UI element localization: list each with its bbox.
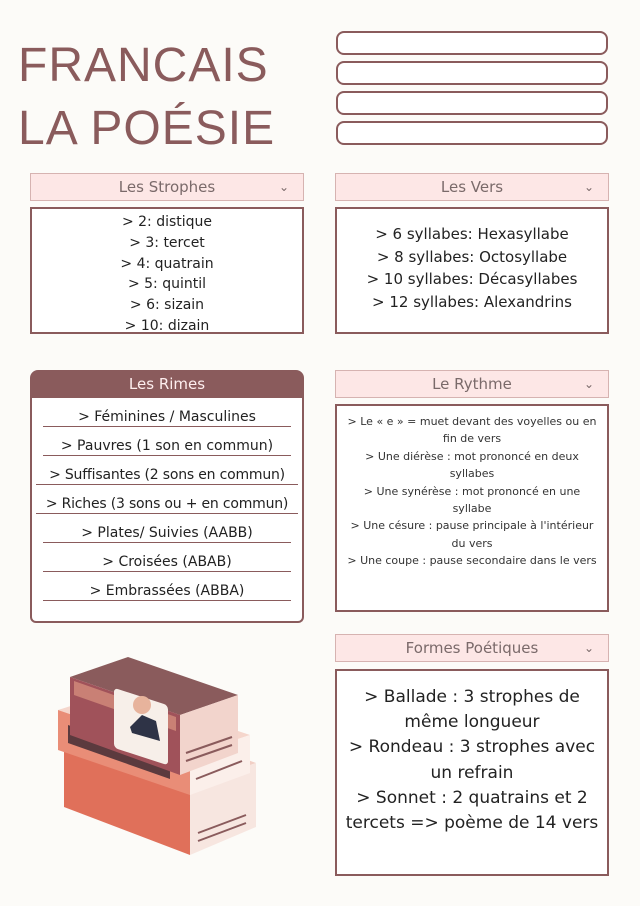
list-item: > Croisées (ABAB) (43, 553, 291, 572)
rythme-label: Le Rythme (432, 375, 512, 393)
list-item: > Ballade : 3 strophes de même longueur (364, 687, 580, 733)
list-item: > Une coupe : pause secondaire dans le vers (347, 554, 597, 568)
list-item: > Une diérèse : mot prononcé en deux syllabes (365, 449, 579, 481)
class-field[interactable] (336, 61, 608, 85)
vers-label: Les Vers (440, 178, 504, 196)
list-item: > 8 syllabes: Octosyllabe (376, 247, 568, 266)
list-item: > Féminines / Masculines (43, 408, 291, 427)
rythme-panel (335, 404, 609, 612)
chevron-down-icon: ⌄ (583, 180, 594, 194)
list-item: > Une césure : pause principale à l'intérieur du vers (350, 519, 594, 550)
date-field[interactable] (336, 91, 608, 115)
list-item: > 2: distique (121, 214, 213, 230)
list-item: > 6 syllabes: Hexasyllabe (375, 225, 569, 243)
rythme-dropdown[interactable] (335, 370, 609, 398)
vers-dropdown[interactable] (335, 173, 609, 201)
page-title-line2: LA POÉSIE (18, 102, 276, 155)
vers-panel (335, 207, 609, 334)
list-item: > Rondeau : 3 strophes avec un refrain (348, 737, 596, 783)
writing-lines (336, 31, 608, 151)
strophes-label: Les Strophes (118, 178, 216, 196)
list-item: > 3: tercet (129, 234, 205, 251)
name-field[interactable] (336, 31, 608, 55)
list-item: > Riches (3 sons ou + en commun) (36, 495, 298, 514)
chevron-down-icon: ⌄ (583, 641, 594, 655)
list-item: > Embrassées (ABBA) (43, 582, 291, 601)
book-stack-illustration (50, 655, 270, 865)
list-item: > Le « e » = muet devant des voyelles ou en fin de vers (347, 415, 597, 446)
formes-panel (335, 669, 609, 876)
rimes-panel (30, 398, 304, 623)
rimes-label: Les Rimes (128, 375, 206, 393)
list-item: > 6: sizain (129, 297, 205, 314)
list-item: > 12 syllabes: Alexandrins (372, 292, 572, 311)
list-item: > Pauvres (1 son en commun) (43, 437, 291, 456)
list-item: > 10: dizain (124, 317, 210, 334)
list-item: > Suffisantes (2 sons en commun) (36, 466, 298, 485)
notes-field[interactable] (336, 121, 608, 145)
list-item: > Une synérèse : mot prononcé en une syllabe (363, 484, 581, 516)
page-title-line1: FRANCAIS (18, 39, 269, 92)
list-item: > Sonnet : 2 quatrains et 2 tercets => poème de 14 vers (345, 787, 599, 834)
list-item: > 5: quintil (127, 276, 207, 293)
strophes-panel (30, 207, 304, 334)
chevron-down-icon: ⌄ (278, 180, 289, 194)
rimes-header (30, 370, 304, 398)
list-item: > 10 syllabes: Décasyllabes (366, 270, 578, 289)
formes-label: Formes Poétiques (405, 639, 539, 657)
strophes-dropdown[interactable] (30, 173, 304, 201)
formes-dropdown[interactable] (335, 634, 609, 662)
chevron-down-icon: ⌄ (583, 377, 594, 391)
list-item: > Plates/ Suivies (AABB) (43, 524, 291, 543)
list-item: > 4: quatrain (120, 255, 214, 272)
